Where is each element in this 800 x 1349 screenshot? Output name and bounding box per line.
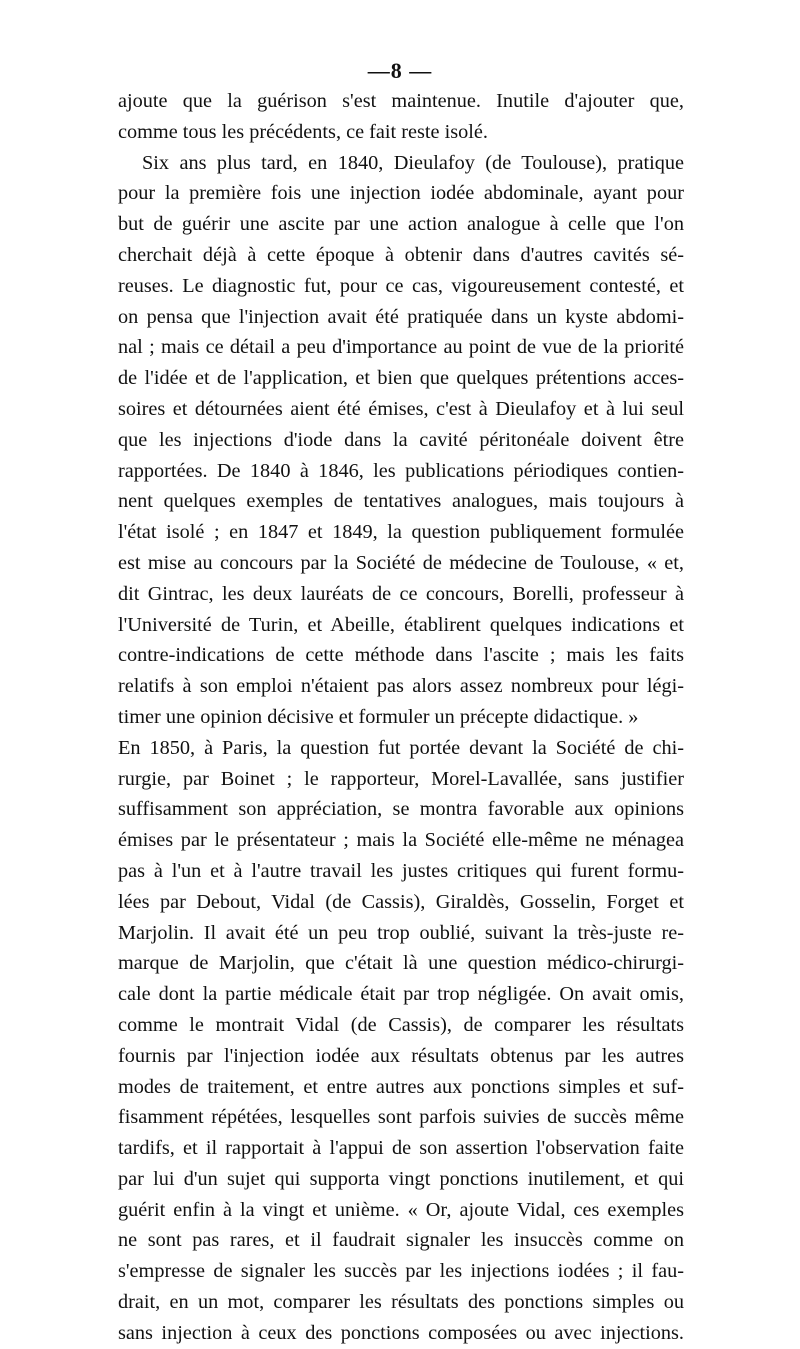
text-line: relatifs à son emploi n'étaient pas alors assez nombreux pour légi-: [118, 675, 684, 698]
text-line: l'état isolé ; en 1847 et 1849, la question publiquement formulée: [118, 521, 684, 544]
text-line: reuses. Le diagnostic fut, pour ce cas, vigoureusement contesté, et: [118, 274, 684, 297]
text-line: nent quelques exemples de tentatives analogues, mais toujours à: [118, 490, 684, 513]
text-line: contre-indications de cette méthode dans l'ascite ; mais les faits: [118, 644, 684, 667]
text-line: rurgie, par Boinet ; le rapporteur, Morel-Lavallée, sans justifier: [118, 767, 684, 790]
text-line: dit Gintrac, les deux lauréats de ce concours, Borelli, professeur à: [118, 582, 684, 605]
text-line: que les injections d'iode dans la cavité péritonéale doivent être: [118, 428, 684, 451]
text-line: comme le montrait Vidal (de Cassis), de comparer les résultats: [118, 1013, 684, 1036]
text-line: Marjolin. Il avait été un peu trop oublié, suivant la très-juste re-: [118, 921, 684, 944]
text-line: guérit enfin à la vingt et unième. « Or, ajoute Vidal, ces exemples: [118, 1198, 684, 1221]
text-line: fisamment répétées, lesquelles sont parfois suivies de succès même: [118, 1106, 684, 1129]
text-line: ne sont pas rares, et il faudrait signaler les insuccès comme on: [118, 1229, 684, 1252]
text-line: suffisamment son appréciation, se montra favorable aux opinions: [118, 798, 684, 821]
text-line: sans injection à ceux des ponctions composées ou avec injections.: [118, 1321, 684, 1344]
text-line: lées par Debout, Vidal (de Cassis), Giraldès, Gosselin, Forget et: [118, 890, 684, 913]
text-line: par lui d'un sujet qui supporta vingt ponctions inutilement, et qui: [118, 1167, 684, 1190]
text-line: soires et détournées aient été émises, c'est à Dieulafoy et à lui seul: [118, 397, 684, 420]
text-line: nal ; mais ce détail a peu d'importance au point de vue de la priorité: [118, 336, 684, 359]
text-line: l'Université de Turin, et Abeille, établirent quelques indications et: [118, 613, 684, 636]
text-line: comme tous les précédents, ce fait reste isolé.: [118, 120, 488, 143]
text-line: modes de traitement, et entre autres aux ponctions simples et suf-: [118, 1075, 684, 1098]
text-line: Six ans plus tard, en 1840, Dieulafoy (de Toulouse), pratique: [142, 151, 684, 174]
text-line: ajoute que la guérison s'est maintenue. Inutile d'ajouter que,: [118, 90, 684, 112]
text-line: on pensa que l'injection avait été pratiquée dans un kyste abdomi-: [118, 305, 684, 328]
text-line: but de guérir une ascite par une action analogue à celle que l'on: [118, 213, 684, 236]
text-line: émises par le présentateur ; mais la Société elle-même ne ménagea: [118, 829, 684, 852]
text-line: de l'idée et de l'application, et bien que quelques prétentions acces-: [118, 367, 684, 390]
text-line: fournis par l'injection iodée aux résultats obtenus par les autres: [118, 1044, 684, 1067]
text-line: cherchait déjà à cette époque à obtenir dans d'autres cavités sé-: [118, 243, 684, 266]
text-line: s'empresse de signaler les succès par les injections iodées ; il fau-: [118, 1260, 684, 1283]
text-line: rapportées. De 1840 à 1846, les publications périodiques contien-: [118, 459, 684, 482]
text-line: tardifs, et il rapportait à l'appui de son assertion l'observation faite: [118, 1137, 684, 1160]
text-line: cale dont la partie médicale était par trop négligée. On avait omis,: [118, 983, 684, 1006]
text-line: pas à l'un et à l'autre travail les justes critiques qui furent formu-: [118, 859, 684, 882]
text-line: marque de Marjolin, que c'était là une question médico-chirurgi-: [118, 952, 684, 975]
text-line: pour la première fois une injection iodée abdominale, ayant pour: [118, 182, 684, 205]
text-line: est mise au concours par la Société de médecine de Toulouse, « et,: [118, 551, 684, 574]
text-line: drait, en un mot, comparer les résultats des ponctions simples ou: [118, 1291, 684, 1314]
page-number: —8 —: [367, 58, 433, 83]
body-text: [118, 86, 684, 1349]
text-line: En 1850, à Paris, la question fut portée devant la Société de chi-: [118, 736, 684, 759]
text-line: timer une opinion décisive et formuler un précepte didactique. »: [118, 705, 639, 728]
